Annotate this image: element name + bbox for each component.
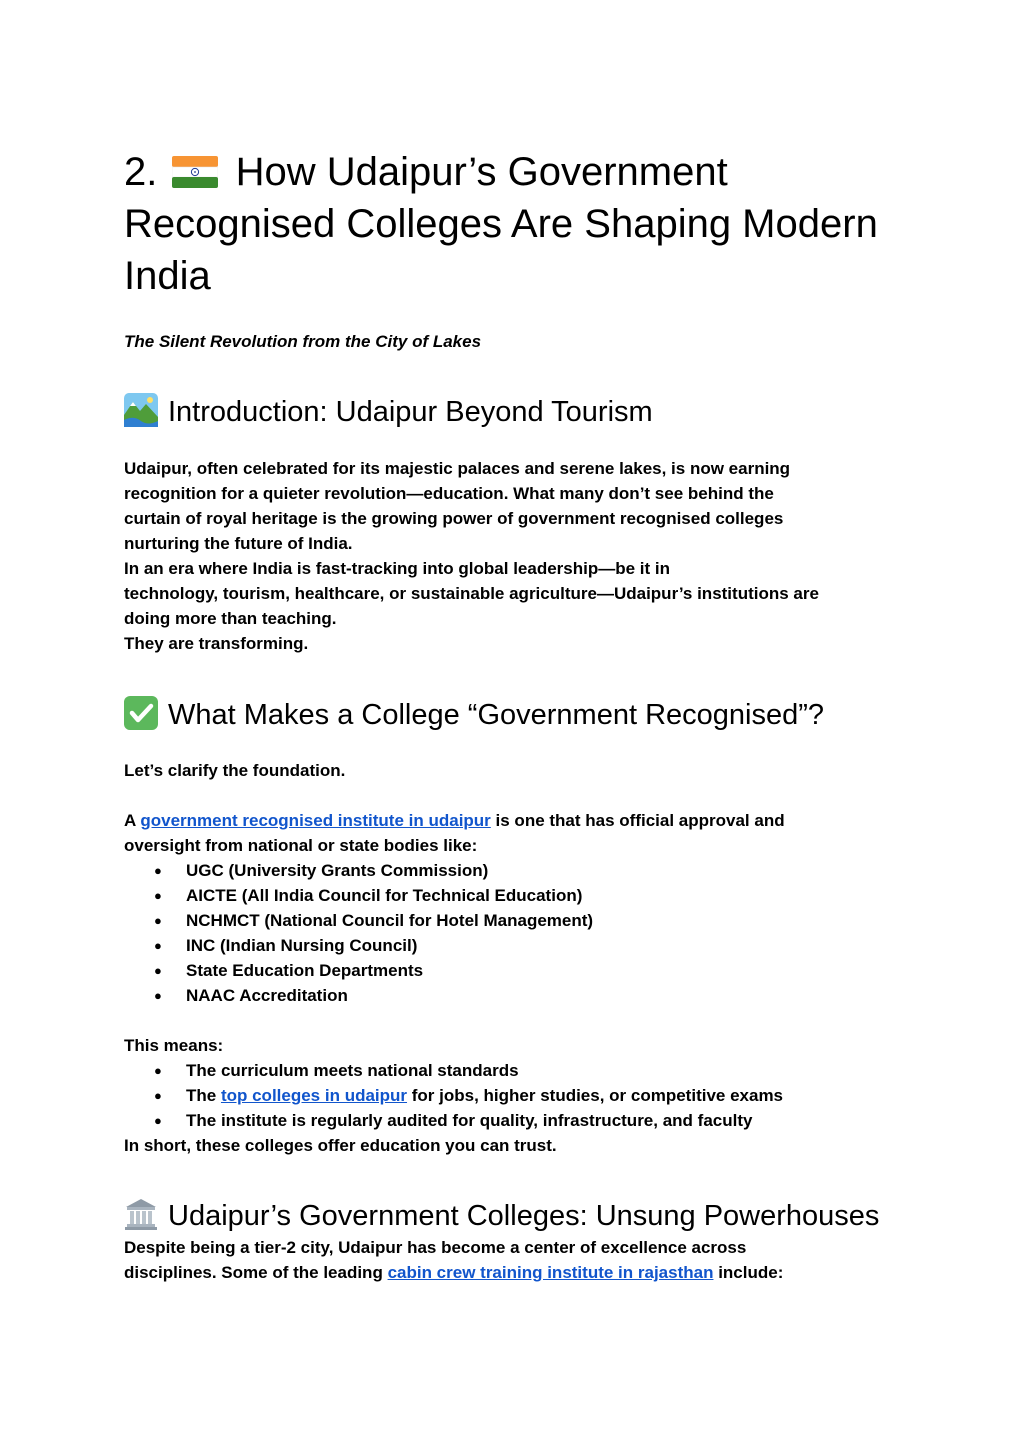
india-flag-icon bbox=[172, 155, 218, 189]
recognised-heading-text: What Makes a College “Government Recognised”? bbox=[168, 699, 825, 731]
definition-line bbox=[124, 808, 914, 833]
intro-line: In an era where India is fast-tracking into global leadership—be it in bbox=[124, 559, 671, 578]
intro-paragraph bbox=[124, 456, 914, 656]
intro-line: curtain of royal heritage is the growing power of government recognised colleges bbox=[124, 509, 784, 528]
powerhouses-line-1: Despite being a tier-2 city, Udaipur has become a center of excellence across bbox=[124, 1238, 747, 1257]
powerhouses-paragraph bbox=[124, 1235, 914, 1285]
list-item: ● The curriculum meets national standards bbox=[124, 1058, 783, 1083]
classical-building-icon bbox=[124, 1197, 158, 1231]
title-text: How Udaipur’s Government Recognised Colleges Are Shaping Modern India bbox=[124, 150, 878, 298]
cabin-crew-institute-link[interactable]: cabin crew training institute in rajasthan bbox=[387, 1263, 714, 1282]
means-2-prefix: The bbox=[186, 1086, 221, 1105]
page-title bbox=[124, 146, 914, 302]
means-label: This means: bbox=[124, 1036, 224, 1055]
recognised-heading bbox=[124, 696, 924, 733]
list-item: ● INC (Indian Nursing Council) bbox=[124, 933, 593, 958]
landscape-icon bbox=[124, 393, 158, 427]
powerhouses-line-2 bbox=[124, 1260, 914, 1285]
intro-line: Udaipur, often celebrated for its majestic palaces and serene lakes, is now earning bbox=[124, 459, 791, 478]
list-item: ● State Education Departments bbox=[124, 958, 593, 983]
clarify-text: Let’s clarify the foundation. bbox=[124, 761, 346, 780]
definition-suffix: is one that has official approval and bbox=[490, 811, 785, 830]
title-number: 2. bbox=[124, 150, 158, 194]
list-item: ● UGC (University Grants Commission) bbox=[124, 858, 593, 883]
definition-line-2: oversight from national or state bodies like: bbox=[124, 836, 478, 855]
intro-line: technology, tourism, healthcare, or sustainable agriculture—Udaipur’s institutions are bbox=[124, 584, 819, 603]
intro-line: nurturing the future of India. bbox=[124, 534, 353, 553]
list-item: ● AICTE (All India Council for Technical Education) bbox=[124, 883, 593, 908]
definition-paragraph bbox=[124, 808, 914, 858]
intro-line: They are transforming. bbox=[124, 634, 309, 653]
page-subtitle: The Silent Revolution from the City of Lakes bbox=[124, 332, 482, 351]
means-2-suffix: for jobs, higher studies, or competitive exams bbox=[407, 1086, 784, 1105]
intro-line: doing more than teaching. bbox=[124, 609, 337, 628]
powerhouses-suffix: include: bbox=[713, 1263, 784, 1282]
recognising-bodies-list bbox=[124, 858, 593, 1008]
powerhouses-prefix: disciplines. Some of the leading bbox=[124, 1263, 388, 1282]
definition-prefix: A bbox=[124, 811, 141, 830]
list-item: ● The institute is regularly audited for quality, infrastructure, and faculty bbox=[124, 1108, 783, 1133]
check-mark-icon bbox=[124, 696, 158, 730]
list-item bbox=[124, 1083, 783, 1108]
list-item: ● NAAC Accreditation bbox=[124, 983, 593, 1008]
top-colleges-link[interactable]: top colleges in udaipur bbox=[220, 1086, 408, 1105]
list-item: ● NCHMCT (National Council for Hotel Management) bbox=[124, 908, 593, 933]
intro-heading bbox=[124, 393, 924, 430]
powerhouses-heading-text: Udaipur’s Government Colleges: Unsung Powerhouses bbox=[168, 1200, 880, 1232]
means-list bbox=[124, 1058, 783, 1133]
intro-line: recognition for a quieter revolution—education. What many don’t see behind the bbox=[124, 484, 774, 503]
in-short-text: In short, these colleges offer education you can trust. bbox=[124, 1136, 557, 1155]
government-recognised-institute-link[interactable]: government recognised institute in udaipur bbox=[140, 811, 491, 830]
powerhouses-heading bbox=[124, 1197, 924, 1234]
intro-heading-text: Introduction: Udaipur Beyond Tourism bbox=[168, 396, 653, 428]
